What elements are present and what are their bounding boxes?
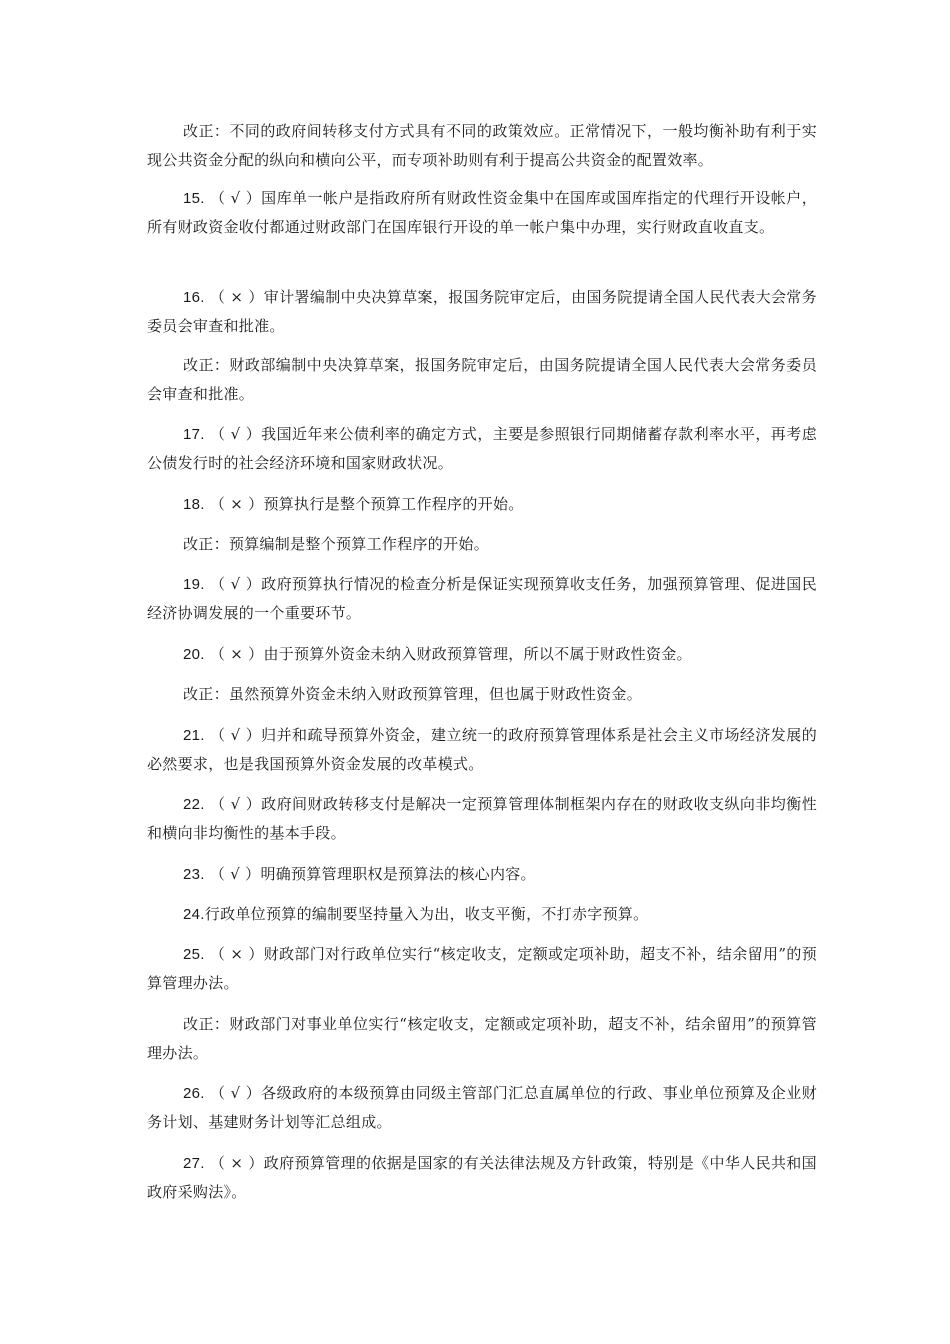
question-22 (147, 790, 817, 848)
correction-paragraph (147, 680, 817, 709)
correction-paragraph (147, 351, 817, 409)
question-20 (147, 640, 817, 669)
correction-paragraph (147, 530, 817, 559)
paragraph-text: 改正：不同的政府间转移支付方式具有不同的政策效应。正常情况下，一般均衡补助有利于实现公共资金分配的纵向和横向公平，而专项补助则有利于提高公共资金的配置效率。 (147, 122, 817, 169)
question-number: 21. (183, 727, 205, 744)
question-number: 25. (183, 946, 205, 963)
question-16 (147, 283, 817, 341)
question-27 (147, 1149, 817, 1207)
question-number: 17. (183, 426, 205, 443)
question-19 (147, 570, 817, 628)
paragraph-text: 改正：财政部门对事业单位实行“核定收支，定额或定项补助，超支不补，结余留用”的预算管理办法。 (147, 1015, 817, 1062)
question-number: 20. (183, 646, 205, 663)
question-21 (147, 721, 817, 779)
question-text: （ √ ）归并和疏导预算外资金，建立统一的政府预算管理体系是社会主义市场经济发展的必然要求，也是我国预算外资金发展的改革模式。 (147, 726, 817, 773)
question-text: 行政单位预算的编制要坚持量入为出，收支平衡，不打赤字预算。 (204, 905, 649, 923)
question-text: （ × ）财政部门对行政单位实行“核定收支，定额或定项补助，超支不补，结余留用”的预算管理办法。 (147, 945, 817, 992)
question-number: 23. (183, 866, 205, 883)
question-text: （ √ ）国库单一帐户是指政府所有财政性资金集中在国库或国库指定的代理行开设帐户，所有财政资金收付都通过财政部门在国库银行开设的单一帐户集中办理，实行财政直收直支。 (147, 189, 817, 236)
paragraph-text: 改正：预算编制是整个预算工作程序的开始。 (183, 535, 490, 553)
paragraph-text: 改正：财政部编制中央决算草案，报国务院审定后，由国务院提请全国人民代表大会常务委员会审查和批准。 (147, 356, 817, 403)
question-text: （ √ ）各级政府的本级预算由同级主管部门汇总直属单位的行政、事业单位预算及企业财务计划、基建财务计划等汇总组成。 (147, 1084, 817, 1131)
question-number: 15. (183, 190, 205, 207)
question-text: （ √ ）政府间财政转移支付是解决一定预算管理体制框架内存在的财政收支纵向非均衡性和横向非均衡性的基本手段。 (147, 795, 817, 842)
question-text: （ × ）审计署编制中央决算草案，报国务院审定后，由国务院提请全国人民代表大会常务委员会审查和批准。 (147, 288, 817, 335)
question-number: 18. (183, 496, 205, 513)
question-text: （ × ）由于预算外资金未纳入财政预算管理，所以不属于财政性资金。 (209, 645, 692, 663)
question-17 (147, 420, 817, 478)
question-number: 19. (183, 576, 205, 593)
question-text: （ × ）政府预算管理的依据是国家的有关法律法规及方针政策，特别是《中华人民共和国政府采购法》。 (147, 1154, 817, 1201)
question-18 (147, 490, 817, 519)
question-number: 22. (183, 796, 205, 813)
question-text: （ √ ）明确预算管理职权是预算法的核心内容。 (209, 865, 536, 883)
question-number: 26. (183, 1085, 205, 1102)
question-text: （ √ ）我国近年来公债利率的确定方式，主要是参照银行同期储蓄存款利率水平，再考虑公债发行时的社会经济环境和国家财政状况。 (147, 425, 817, 472)
question-25 (147, 940, 817, 998)
question-number: 16. (183, 289, 205, 306)
correction-paragraph (147, 1010, 817, 1068)
question-text: （ √ ）政府预算执行情况的检查分析是保证实现预算收支任务，加强预算管理、促进国民经济协调发展的一个重要环节。 (147, 575, 817, 622)
question-26 (147, 1079, 817, 1137)
question-15 (147, 184, 817, 242)
question-24 (147, 900, 817, 929)
correction-paragraph (147, 117, 817, 175)
question-text: （ × ）预算执行是整个预算工作程序的开始。 (209, 495, 524, 513)
paragraph-text: 改正：虽然预算外资金未纳入财政预算管理，但也属于财政性资金。 (183, 685, 643, 703)
question-number: 27. (183, 1155, 205, 1172)
question-23 (147, 860, 817, 889)
question-number: 24. (183, 906, 205, 923)
